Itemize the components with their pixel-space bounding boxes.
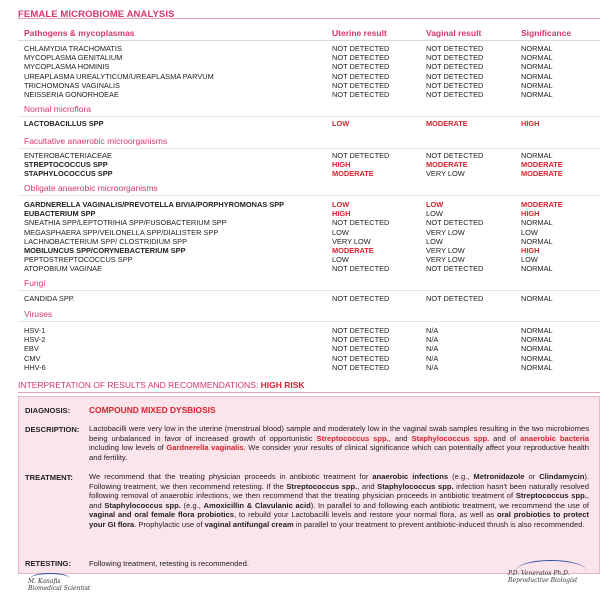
vaginal-result: VERY LOW [426,227,465,237]
table-row [18,72,600,81]
significance: NORMAL [521,264,553,274]
uterine-result: LOW [332,227,349,237]
organism-name: ENTEROBACTERIACEAE [24,151,112,160]
vaginal-result: NOT DETECTED [426,294,484,303]
uterine-result: MODERATE [332,169,374,179]
significance: HIGH [521,209,540,219]
significance: HIGH [521,246,540,255]
section-heading [18,183,600,196]
table-row [18,246,600,255]
uterine-result: NOT DETECTED [332,80,390,90]
organism-name: CANDIDA SPP. [24,294,75,303]
vaginal-result: NOT DETECTED [426,44,484,53]
section-heading [18,104,600,117]
table-header [18,28,600,41]
section-title: Fungi [24,278,46,288]
organism-name: EUBACTERIUM SPP [24,209,96,219]
left-signature-title: Biomedical Scientist [28,585,91,592]
organism-name: HSV-2 [24,335,46,345]
vaginal-result: NOT DETECTED [426,218,484,228]
significance: NORMAL [521,90,553,99]
table-row [18,363,600,372]
table-row [18,62,600,71]
uterine-result: NOT DETECTED [332,344,390,354]
table-row [18,119,600,128]
organism-name: ATOPOBIUM VAGINAE [24,264,103,274]
vaginal-result: VERY LOW [426,169,465,179]
right-signature-title: Reproductive Biologist [508,577,578,584]
significance: LOW [521,227,538,237]
organism-name: HSV-1 [24,326,46,335]
table-row [18,53,600,62]
table-row [18,255,600,264]
table-row [18,294,600,303]
section-heading [18,136,600,149]
uterine-result: NOT DETECTED [332,71,390,81]
organism-name: NEISSERIA GONORHOEAE [24,90,119,99]
table-row [18,354,600,363]
organism-name: LACHNOBACTERIUM SPP/ CLOSTRIDIUM SPP [24,236,188,246]
uterine-result: NOT DETECTED [332,44,390,53]
significance: NORMAL [521,335,553,345]
vaginal-result: NOT DETECTED [426,71,484,81]
header-significance: Significance [521,28,572,38]
uterine-result: NOT DETECTED [332,62,390,72]
retesting-text: Following treatment, retesting is recommended. [89,559,249,568]
significance: NORMAL [521,218,553,228]
significance: NORMAL [521,236,553,246]
table-row [18,160,600,169]
table-row [18,335,600,344]
vaginal-result: LOW [426,236,443,246]
section-title: Facultative anaerobic microorganisms [24,136,168,146]
uterine-result: LOW [332,200,350,209]
significance: MODERATE [521,200,563,209]
vaginal-result: N/A [426,344,439,354]
report-title-bar [18,4,600,19]
table-row [18,81,600,90]
table-row [18,151,600,160]
significance: NORMAL [521,44,553,53]
uterine-result: MODERATE [332,246,374,255]
right-signature-name: P.D. Veneratos Ph.D. [508,570,570,577]
organism-name: MEGASPHAERA SPP/VEILONELLA SPP/DIALISTER SPP [24,227,219,237]
organism-name: GARDNERELLA VAGINALIS/PREVOTELLA BIVIA/PORPHYROMONAS SPP [24,200,285,209]
retesting-label: RETESTING: [25,559,71,568]
diagnosis-value: COMPOUND MIXED DYSBIOSIS [89,405,216,415]
section-title: Normal microflora [24,104,92,114]
organism-name: MYCOPLASMA HOMINIS [24,62,110,72]
uterine-result: NOT DETECTED [332,90,390,99]
vaginal-result: LOW [426,209,443,219]
vaginal-result: LOW [426,200,444,209]
significance: NORMAL [521,353,553,363]
significance: NORMAL [521,71,553,81]
interpretation-box [18,396,600,574]
interpretation-heading [18,380,600,393]
vaginal-result: N/A [426,326,439,335]
organism-name: UREAPLASMA UREALYTICUM/UREAPLASMA PARVUM [24,71,214,81]
vaginal-result: NOT DETECTED [426,151,484,160]
table-row [18,218,600,227]
significance: NORMAL [521,344,553,354]
significance: NORMAL [521,362,553,372]
organism-name: PEPTOSTREPTOCOCCUS SPP [24,255,133,265]
header-uterine: Uterine result [332,28,387,38]
significance: LOW [521,255,538,265]
right-signature [508,570,577,584]
table-row [18,169,600,178]
header-vaginal: Vaginal result [426,28,482,38]
description-text: Lactobacilli were very low in the uterine (menstrual blood) sample and moderately low in the vaginal swab samples resulting in the two microbiomes being unbalanced in favor of increased growth of opportunistic Streptococcus spp., and Staphylococcus spp. and of anaerobic bacteria including low levels of Gardnerella vaginalis. We consider your results of clinical significance which can potentially affect your reproductive health and fertility. [89,424,589,462]
treatment-text: We recommend that the treating physician proceeds in antibiotic treatment for anaerobic infections (e.g., Metronidazole or Clindamycin). Following treatment, we then recommend retesting. If the Streptococcus spp., and Staphylococcus spp. infection hasn't been naturally resolved following removal of anaerobic infections, we then recommend that the treating physician proceeds in antibiotic treatment of Streptococcus spp., and Staphylococcus spp. (e.g., Amoxicillin & Clavulanic acid). In parallel to and following each antibiotic treatment, we recommend the use of vaginal and oral female flora probiotics, to rebuild your Lactobacilli levels and restore your normal flora, as well as oral probiotics to protect your GI flora. Prophylactic use of vaginal antifungal cream in parallel to your treatment to prevent antibiotic-induced thrush is also recommended. [89,472,590,529]
vaginal-result: NOT DETECTED [426,90,484,99]
organism-name: EBV [24,344,39,354]
uterine-result: NOT DETECTED [332,326,390,335]
significance: NORMAL [521,53,553,63]
report-title: FEMALE MICROBIOME ANALYSIS [18,9,175,20]
risk-level: HIGH RISK [260,380,305,390]
section-heading [18,309,600,322]
uterine-result: NOT DETECTED [332,53,390,63]
table-row [18,237,600,246]
left-signature-name: M. Kanafis [28,578,61,585]
vaginal-result: N/A [426,362,439,372]
vaginal-result: N/A [426,335,439,345]
description-label: DESCRIPTION: [25,425,80,434]
table-row [18,200,600,209]
significance: NORMAL [521,294,553,303]
significance: NORMAL [521,326,553,335]
vaginal-result: NOT DETECTED [426,264,484,274]
section-heading [18,278,600,291]
organism-name: STREPTOCOCCUS SPP [24,160,108,170]
vaginal-result: NOT DETECTED [426,80,484,90]
treatment-label: TREATMENT: [25,473,73,482]
table-row [18,264,600,273]
interpretation-label: INTERPRETATION OF RESULTS AND RECOMMENDATIONS: [18,380,259,390]
organism-name: TRICHOMONAS VAGINALIS [24,80,120,90]
uterine-result: NOT DETECTED [332,151,390,160]
significance: NORMAL [521,151,553,160]
diagnosis-label: DIAGNOSIS: [25,406,71,415]
significance: MODERATE [521,169,563,179]
vaginal-result: MODERATE [426,160,468,170]
uterine-result: LOW [332,119,350,128]
uterine-result: NOT DETECTED [332,353,390,363]
header-pathogens: Pathogens & mycoplasmas [24,28,135,38]
table-row [18,44,600,53]
table-row [18,344,600,353]
significance: HIGH [521,119,540,128]
uterine-result: NOT DETECTED [332,218,390,228]
organism-name: CHLAMYDIA TRACHOMATIS [24,44,122,53]
significance: MODERATE [521,160,563,170]
section-title: Viruses [24,309,53,319]
uterine-result: VERY LOW [332,236,371,246]
significance: NORMAL [521,62,553,72]
report-page [18,0,600,600]
organism-name: HHV-6 [24,362,46,372]
organism-name: SNEATHIA SPP/LEPTOTRIHIA SPP/FUSOBACTERIUM SPP [24,218,227,228]
significance: NORMAL [521,80,553,90]
vaginal-result: VERY LOW [426,246,465,255]
uterine-result: NOT DETECTED [332,294,390,303]
organism-name: MYCOPLASMA GENITALIUM [24,53,123,63]
uterine-result: HIGH [332,209,351,219]
vaginal-result: MODERATE [426,119,468,128]
uterine-result: NOT DETECTED [332,362,390,372]
section-title: Obligate anaerobic microorganisms [24,183,158,193]
table-row [18,326,600,335]
organism-name: CMV [24,353,41,363]
uterine-result: NOT DETECTED [332,264,390,274]
table-row [18,209,600,218]
vaginal-result: NOT DETECTED [426,53,484,63]
organism-name: LACTOBACILLUS SPP [24,119,104,128]
left-signature [28,578,90,592]
table-row [18,228,600,237]
vaginal-result: VERY LOW [426,255,465,265]
uterine-result: LOW [332,255,349,265]
table-row [18,90,600,99]
organism-name: MOBILUNCUS SPP/CORYNEBACTERIUM SPP [24,246,186,255]
uterine-result: NOT DETECTED [332,335,390,345]
organism-name: STAPHYLOCOCCUS SPP [24,169,113,179]
uterine-result: HIGH [332,160,351,170]
vaginal-result: NOT DETECTED [426,62,484,72]
vaginal-result: N/A [426,353,439,363]
